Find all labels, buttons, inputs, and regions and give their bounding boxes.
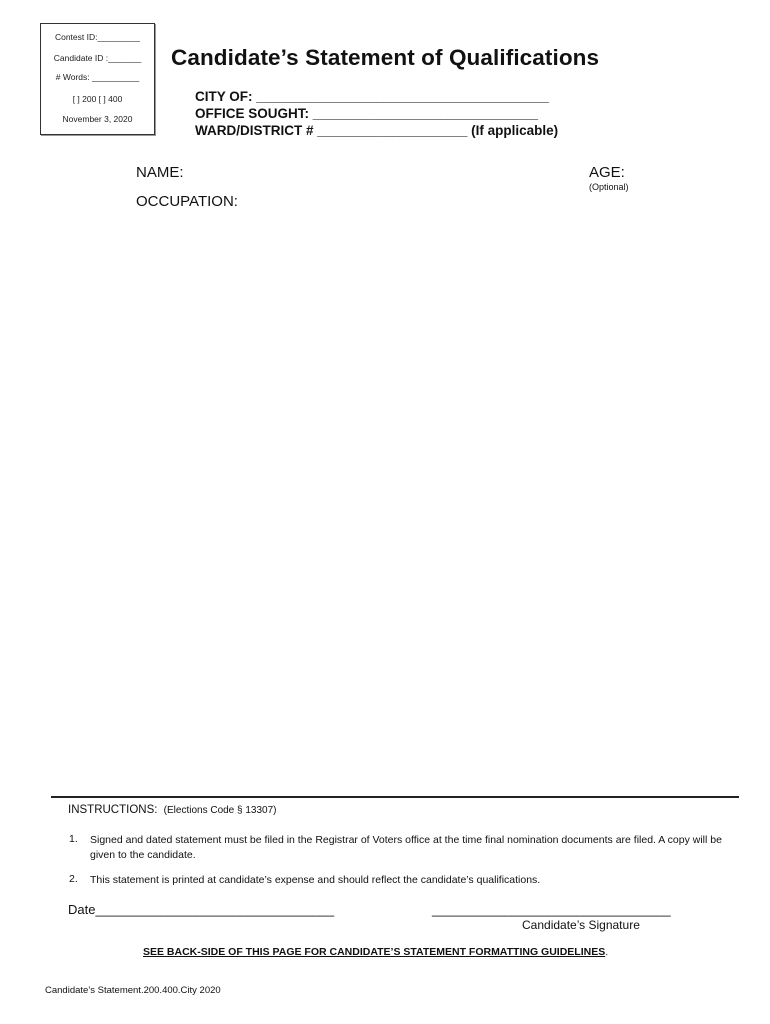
- instruction-item: [69, 833, 729, 865]
- office-sought-field: OFFICE SOUGHT: ______________________________: [195, 106, 538, 121]
- candidate-id-box: [40, 23, 155, 135]
- date-line: Date_________________________________: [68, 902, 335, 917]
- instruction-number: 1.: [69, 833, 78, 845]
- ward-district-field: WARD/DISTRICT # ____________________ (If applicable): [195, 123, 559, 138]
- name-label: NAME:: [136, 164, 184, 181]
- occupation-label: OCCUPATION:: [136, 193, 238, 210]
- city-field: CITY OF: _______________________________________: [195, 89, 550, 104]
- page-title: Candidate’s Statement of Qualifications: [171, 45, 600, 70]
- back-side-notice: [143, 946, 608, 958]
- back-side-notice-text: SEE BACK-SIDE OF THIS PAGE FOR CANDIDATE’S STATEMENT FORMATTING GUIDELINES: [143, 946, 606, 958]
- instruction-number: 2.: [69, 873, 78, 885]
- word-limit-options: [ ] 200 [ ] 400: [72, 94, 123, 104]
- election-date: November 3, 2020: [62, 114, 133, 124]
- age-label: AGE:: [589, 164, 625, 181]
- instruction-item: [69, 873, 729, 889]
- instructions-heading: [68, 804, 277, 816]
- instructions-label: INSTRUCTIONS:: [68, 804, 158, 816]
- back-side-notice-period: .: [605, 946, 609, 958]
- footer-form-id: Candidate’s Statement.200.400.City 2020: [45, 985, 221, 996]
- signature-line: _________________________________: [432, 902, 671, 917]
- age-optional-note: (Optional): [589, 182, 629, 192]
- elections-code-reference: (Elections Code § 13307): [163, 805, 277, 816]
- candidate-id-field: Candidate ID :_______: [53, 53, 142, 63]
- contest-id-field: Contest ID:_________: [54, 32, 141, 42]
- signature-label: Candidate’s Signature: [522, 918, 640, 932]
- instructions-divider: [51, 796, 739, 798]
- instruction-text: This statement is printed at candidate’s expense and should reflect the candidate’s qualifications.: [90, 874, 541, 886]
- word-count-field: # Words: __________: [55, 72, 140, 82]
- instruction-text: Signed and dated statement must be filed in the Registrar of Voters office at the time final nomination documents are filed. A copy will be given to the candidate.: [90, 834, 722, 861]
